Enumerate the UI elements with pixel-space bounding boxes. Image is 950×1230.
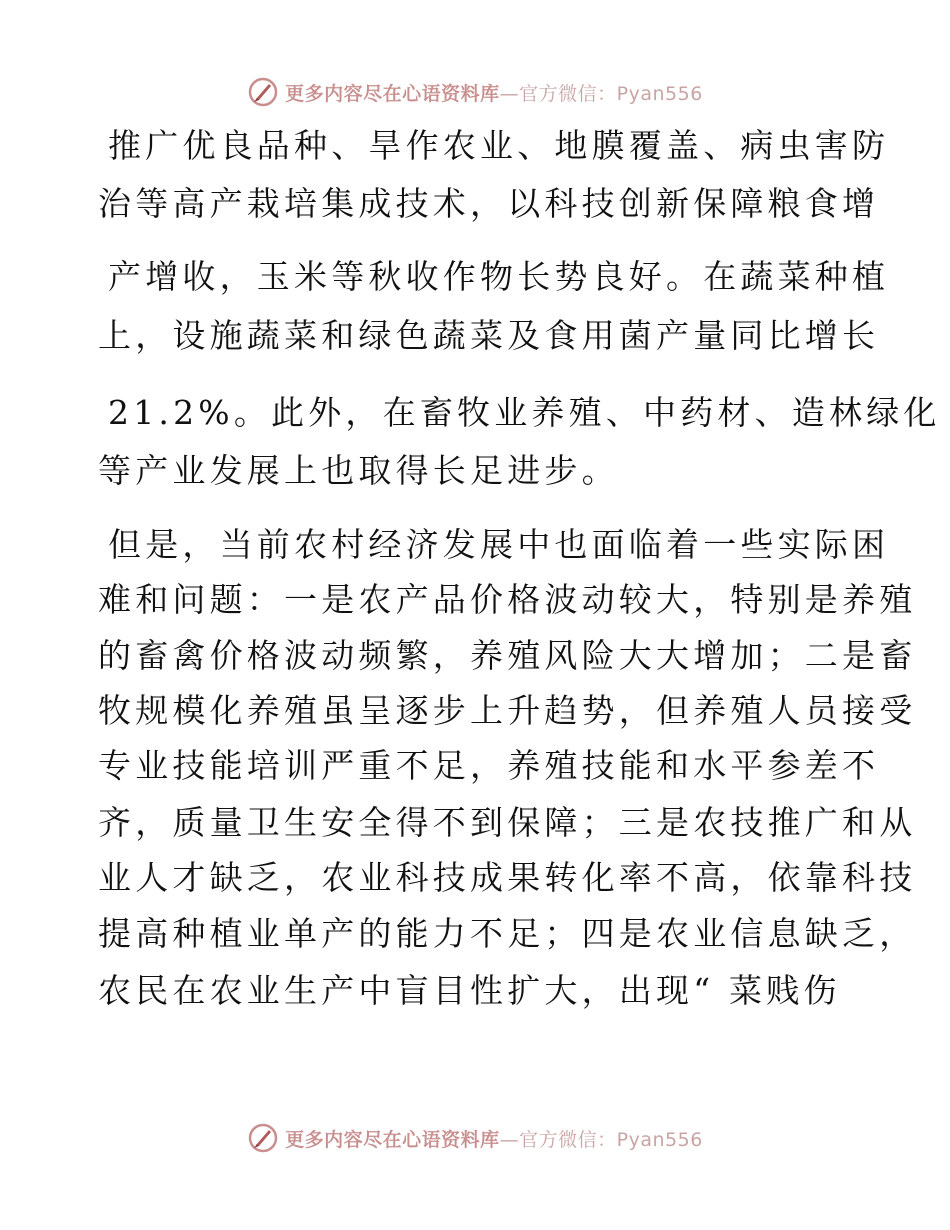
paragraph-line: 但是，当前农村经济发展中也面临着一些实际困 (108, 525, 890, 564)
paragraph-line: 21.2%。此外，在畜牧业养殖、中药材、造林绿化 (108, 393, 941, 432)
watermark-brand: 更多内容尽在心语资料库 (285, 82, 500, 105)
paragraph-line: 治等高产栽培集成技术，以科技创新保障粮食增 (98, 184, 880, 223)
paragraph-line: 业人才缺乏，农业科技成果转化率不高，依靠科技 (98, 858, 917, 897)
paragraph-line: 齐，质量卫生安全得不到保障；三是农技推广和从 (98, 803, 917, 842)
paragraph-line: 提高种植业单产的能力不足；四是农业信息缺乏， (98, 914, 917, 953)
paragraph-line: 专业技能培训严重不足，养殖技能和水平参差不 (98, 746, 880, 785)
paragraph-line: 牧规模化养殖虽呈逐步上升趋势，但养殖人员接受 (98, 691, 917, 730)
watermark-wechat: 官方微信：Pyan556 (519, 1128, 703, 1151)
watermark-wechat: 官方微信：Pyan556 (519, 82, 703, 105)
paragraph-line: 产增收，玉米等秋收作物长势良好。在蔬菜种植 (108, 257, 890, 296)
watermark-text (285, 1125, 703, 1152)
watermark-separator: — (499, 82, 520, 105)
watermark-separator: — (499, 1128, 520, 1151)
watermark-brand: 更多内容尽在心语资料库 (285, 1128, 500, 1151)
paragraph-line: 难和问题：一是农产品价格波动较大，特别是养殖 (98, 580, 917, 619)
paragraph-line: 等产业发展上也取得长足进步。 (98, 451, 619, 490)
paragraph-line: 推广优良品种、旱作农业、地膜覆盖、病虫害防 (108, 126, 890, 165)
paragraph-line: 农民在农业生产中盲目性扩大，出现“ 菜贱伤 (98, 971, 841, 1010)
paragraph-line: 上，设施蔬菜和绿色蔬菜及食用菌产量同比增长 (98, 316, 880, 355)
quill-logo-icon (247, 1122, 279, 1154)
footer-watermark (0, 1118, 950, 1158)
paragraph-line: 的畜禽价格波动频繁，养殖风险大大增加；二是畜 (98, 636, 917, 675)
